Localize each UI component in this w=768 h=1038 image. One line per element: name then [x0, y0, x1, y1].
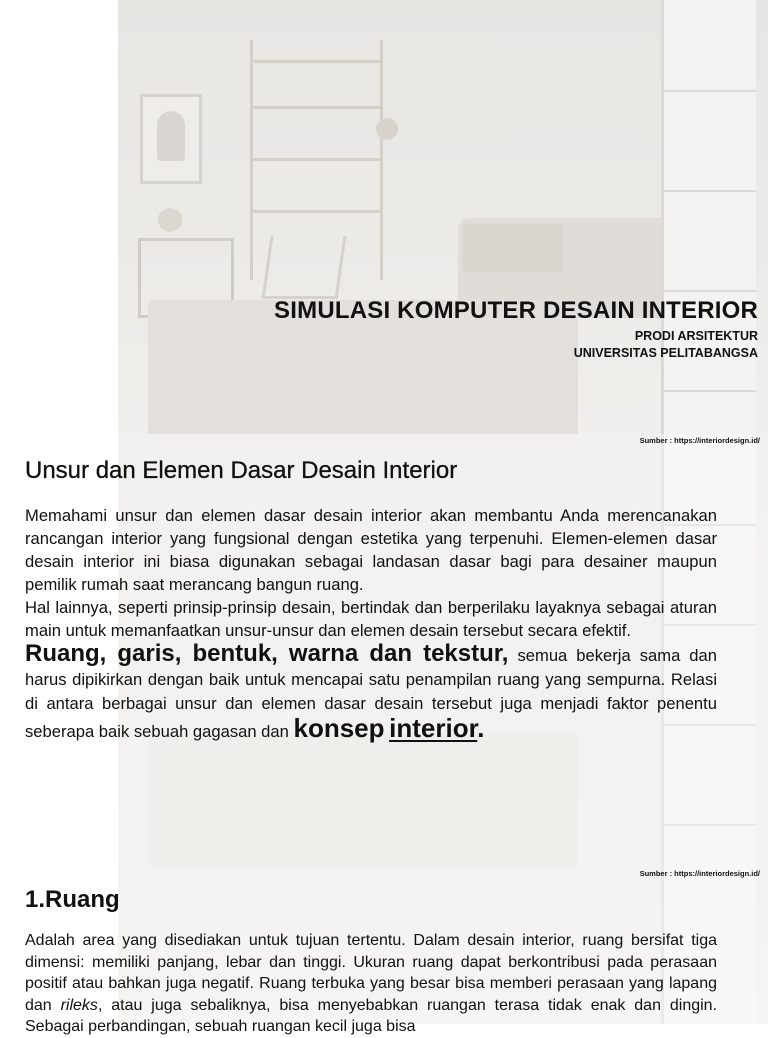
section-title-ruang: 1.Ruang — [25, 886, 120, 913]
presentation-title: SIMULASI KOMPUTER DESAIN INTERIOR — [274, 297, 758, 324]
konsep-word: konsep — [293, 713, 385, 743]
paragraph-elements-text: semua bekerja sama dan harus dipikirkan dengan baik untuk mencapai satu penampilan ruang yang sempurna. Relasi di antara berbagai unsur dan elemen dasar desain tersebut juga menjadi faktor penentu seberapa baik sebuah gagasan dan — [25, 646, 717, 741]
pendant-lamp — [376, 118, 398, 140]
subtitle-university: UNIVERSITAS PELITABANGSA — [573, 346, 758, 360]
italic-rileks: rileks — [60, 996, 98, 1014]
wall-art-frame — [140, 94, 202, 184]
interior-word: interior — [389, 713, 478, 743]
slide3-content — [25, 886, 717, 1038]
source-credit-2: Sumber : https://interiordesign.id/ — [639, 869, 760, 878]
paragraph-elements — [25, 642, 717, 744]
section-heading: Unsur dan Elemen Dasar Desain Interior — [25, 457, 458, 484]
title-slide — [0, 0, 768, 434]
title-block — [274, 294, 758, 362]
sideboard — [463, 224, 563, 272]
period: . — [477, 713, 485, 743]
slide2-content — [25, 456, 717, 744]
table-lamp — [158, 208, 182, 232]
paragraph-principles: Hal lainnya, seperti prinsip-prinsip desain, bertindak dan berperilaku layaknya sebagai aturan main untuk memanfaatkan unsur-unsur dan elemen desain tersebut secara efektif. — [25, 598, 717, 640]
source-credit: Sumber : https://interiordesign.id/ — [639, 436, 760, 445]
content-slide-unsur — [0, 434, 768, 866]
paragraph-intro: Memahami unsur dan elemen dasar desain interior akan membantu Anda merencanakan rancangan interior yang fungsional dengan estetika yang terpenuhi. Elemen-elemen dasar desain interior ini biasa digunakan sebagai landasan dasar bagi para desainer maupun pemilik rumah saat merancang bangun ruang. — [25, 506, 717, 594]
window — [661, 0, 756, 434]
content-slide-ruang — [0, 866, 768, 1035]
interior-room-photo — [118, 0, 768, 434]
subtitle-program: PRODI ARSITEKTUR — [634, 329, 758, 343]
lounge-chair — [262, 236, 347, 299]
paragraph-ruang: Adalah area yang disediakan untuk tujuan tertentu. Dalam desain interior, ruang bersifat tiga dimensi: memiliki panjang, lebar dan tinggi. Ukuran ruang dapat berkontribusi pada perasaan positif atau bahkan juga negatif. Ruang terbuka yang besar bisa memberi perasaan yang lapang dan rileks, atau juga sebaliknya, bisa menyebabkan ruangan terasa tidak enak dan dingin. Sebagai perbandingan, sebuah ruangan kecil juga bisa — [25, 932, 718, 1035]
elements-list-bold: Ruang, garis, bentuk, warna dan tekstur, — [25, 640, 509, 667]
